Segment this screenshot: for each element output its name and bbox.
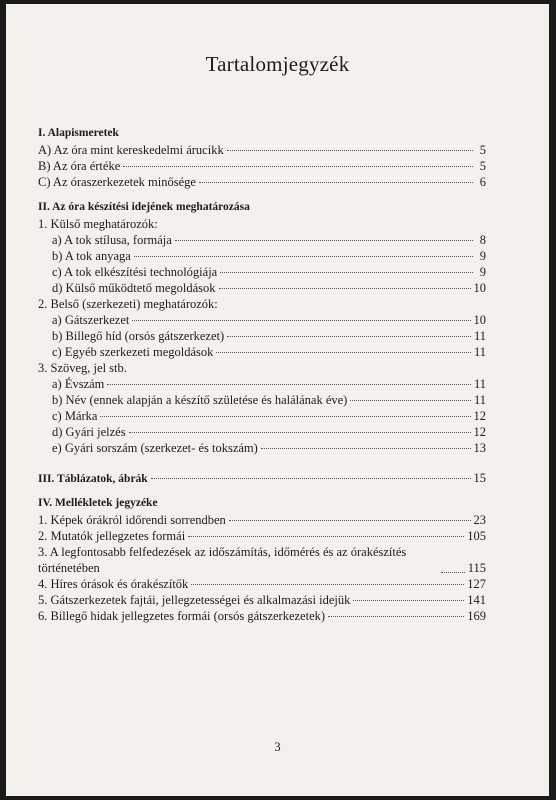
toc-entry-page: 9: [479, 265, 486, 279]
toc-subheading: [38, 296, 486, 312]
toc-entry: [38, 440, 486, 456]
toc-entry: [38, 142, 486, 158]
toc-subheading: [38, 216, 486, 232]
document-page: [6, 4, 549, 796]
toc-entry-label: a) Gátszerkezet: [52, 313, 130, 327]
section-heading: II. Az óra készítési idejének meghatározása: [38, 201, 250, 213]
leader-dots: [151, 478, 471, 479]
toc-entry-label: 3. Szöveg, jel stb.: [38, 361, 127, 375]
toc-entry: [38, 392, 486, 408]
toc-entry-label: 2. Belső (szerkezeti) meghatározók:: [38, 297, 218, 311]
leader-dots: [227, 336, 471, 337]
toc-entry-page: 105: [467, 529, 486, 543]
toc-entry: [38, 408, 486, 424]
toc-entry-page: 5: [479, 159, 486, 173]
toc-entry-page: 23: [473, 513, 486, 527]
toc-entry-label: 3. A legfontosabb felfedezések az időszámítás, időmérés és az órakészítés történetében: [38, 545, 407, 575]
section-heading: I. Alapismeretek: [38, 127, 119, 139]
leader-dots: [100, 416, 470, 417]
toc-entry-page: 10: [473, 313, 486, 327]
toc-entry: [38, 528, 486, 544]
section-heading: IV. Mellékletek jegyzéke: [38, 497, 158, 509]
toc-entry-label: c) A tok elkészítési technológiája: [52, 265, 218, 279]
toc-entry-label: 1. Külső meghatározók:: [38, 217, 158, 231]
toc-entry-label: e) Gyári sorszám (szerkezet- és tokszám): [52, 441, 258, 455]
toc-entry: [38, 344, 486, 360]
leader-dots: [219, 288, 471, 289]
toc-entry-label: a) Évszám: [52, 377, 105, 391]
toc-entry-label: 5. Gátszerkezetek fajtái, jellegzetességei és alkalmazási idejük: [38, 593, 351, 607]
leader-dots: [134, 256, 473, 257]
toc-entry: [38, 424, 486, 440]
toc-entry-label: c) Egyéb szerkezeti megoldások: [52, 345, 214, 359]
toc-entry-label: A) Az óra mint kereskedelmi árucikk: [38, 143, 224, 157]
leader-dots: [107, 384, 471, 385]
toc-entry-label: a) A tok stílusa, formája: [52, 233, 172, 247]
toc-entry-page: 5: [479, 143, 486, 157]
leader-dots: [123, 166, 473, 167]
toc-entry: [38, 576, 486, 592]
toc-entry-page: 6: [479, 175, 486, 189]
page-number: 3: [274, 740, 281, 754]
toc-entry-label: b) Név (ennek alapján a készítő születése és halálának éve): [52, 393, 348, 407]
toc-entry-page: 15: [473, 471, 486, 485]
leader-dots: [261, 448, 471, 449]
toc-entry-label: d) Külső működtető megoldások: [52, 281, 216, 295]
toc-entry-page: 8: [479, 233, 486, 247]
toc-entry: [38, 232, 486, 248]
leader-dots: [129, 432, 471, 433]
toc-entry: [38, 312, 486, 328]
toc-entry: [38, 328, 486, 344]
toc-entry: [38, 376, 486, 392]
section-heading: III. Táblázatok, ábrák: [38, 473, 148, 485]
toc-entry-label: b) Billegő híd (orsós gátszerkezet): [52, 329, 225, 343]
toc-entry: [38, 470, 486, 486]
toc-entry-label: C) Az óraszerkezetek minősége: [38, 175, 196, 189]
toc-entry-page: 141: [467, 593, 486, 607]
toc-entry: [38, 174, 486, 190]
toc-entry-page: 127: [467, 577, 486, 591]
toc-entry: [38, 158, 486, 174]
toc-entry-page: 12: [473, 425, 486, 439]
toc-entry-page: 11: [473, 393, 486, 407]
toc-entry-label: 1. Képek órákról időrendi sorrendben: [38, 513, 226, 527]
page-title: Tartalomjegyzék: [205, 52, 350, 76]
toc-entry: [38, 544, 486, 576]
toc-entry-page: 12: [473, 409, 486, 423]
leader-dots: [353, 600, 464, 601]
toc-entry-label: 2. Mutatók jellegzetes formái: [38, 529, 186, 543]
toc-entry: [38, 608, 486, 624]
toc-entry-page: 169: [467, 609, 486, 623]
leader-dots: [216, 352, 471, 353]
toc-entry: [38, 264, 486, 280]
toc-entry-page: 11: [473, 377, 486, 391]
leader-dots: [229, 520, 471, 521]
toc-entry-label: d) Gyári jelzés: [52, 425, 126, 439]
toc-entry-label: 4. Híres órások és órakészítők: [38, 577, 189, 591]
leader-dots: [175, 240, 473, 241]
leader-dots: [227, 150, 473, 151]
leader-dots: [132, 320, 470, 321]
leader-dots: [188, 536, 464, 537]
leader-dots: [328, 616, 464, 617]
leader-dots: [199, 182, 473, 183]
toc-entry: [38, 248, 486, 264]
toc-entry-label: B) Az óra értéke: [38, 159, 121, 173]
toc-entry-page: 9: [479, 249, 486, 263]
toc-entry-page: 10: [473, 281, 486, 295]
toc-entry-label: b) A tok anyaga: [52, 249, 131, 263]
leader-dots: [350, 400, 471, 401]
toc-subheading: [38, 360, 486, 376]
leader-dots: [220, 272, 473, 273]
toc-entry-page: 11: [473, 329, 486, 343]
toc-entry-label: 6. Billegő hidak jellegzetes formái (orsós gátszerkezetek): [38, 609, 326, 623]
toc-entry-page: 11: [473, 345, 486, 359]
toc-entry: [38, 592, 486, 608]
toc-entry-page: 13: [473, 441, 486, 455]
toc-entry-label: c) Márka: [52, 409, 98, 423]
leader-dots: [191, 584, 464, 585]
toc-entry-page: 115: [467, 561, 486, 575]
toc-entry: [38, 512, 486, 528]
toc-entry: [38, 280, 486, 296]
leader-dots: [441, 572, 465, 573]
